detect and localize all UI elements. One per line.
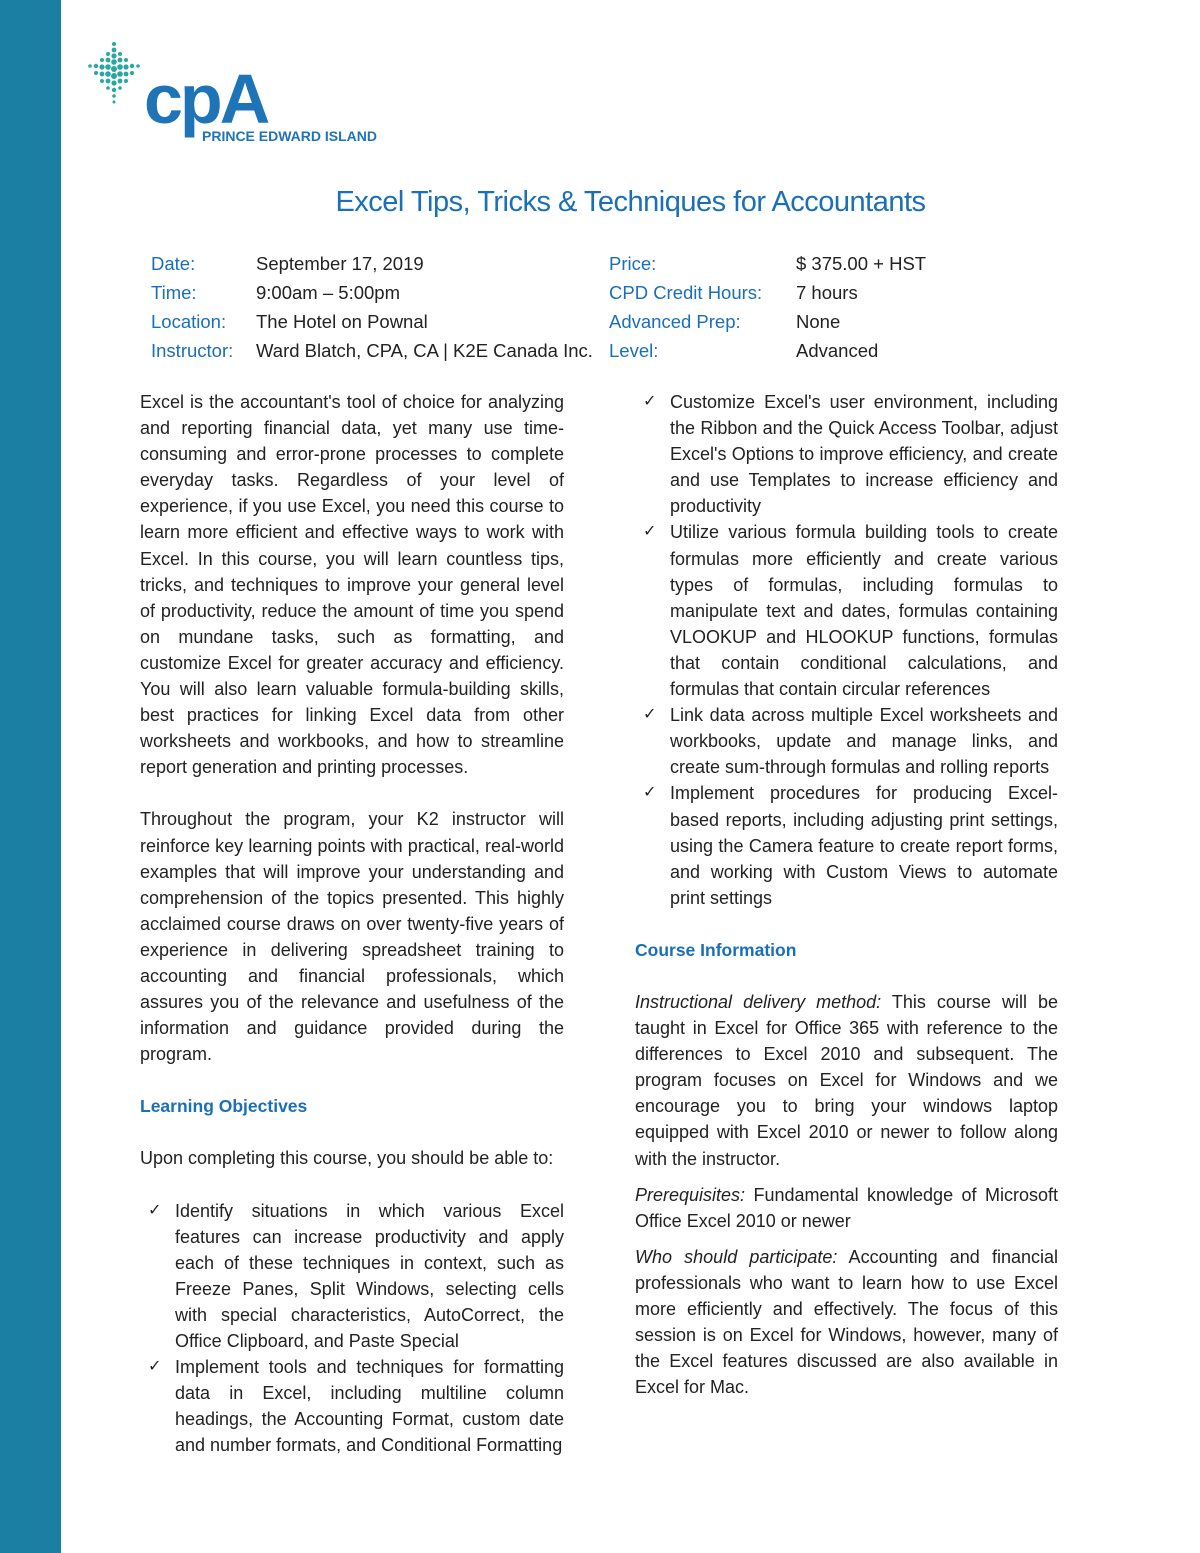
logo-subtitle: PRINCE EDWARD ISLAND	[202, 128, 378, 144]
detail-value: 7 hours	[796, 282, 858, 303]
detail-label: Instructor:	[151, 340, 234, 361]
check-icon: ✓	[643, 706, 657, 724]
objective-text: Link data across multiple Excel worksheets and workbooks, update and manage links, and create sum-through formulas and rolling reports	[670, 705, 1058, 778]
right-column	[635, 389, 1058, 1400]
learning-objectives-lead: Upon completing this course, you should be able to:	[140, 1148, 554, 1169]
page-title: Excel Tips, Tricks & Techniques for Accountants	[335, 186, 926, 218]
list-item	[140, 1198, 564, 1355]
detail-row-instructor	[151, 336, 593, 365]
detail-value: None	[796, 311, 841, 332]
detail-label: Time:	[151, 282, 197, 303]
detail-label: Date:	[151, 253, 196, 274]
list-item	[635, 780, 1058, 910]
detail-row-date	[151, 249, 593, 278]
objective-text: Utilize various formula building tools to create formulas more efficiently and create various types of formulas, including formulas to manipulate text and dates, formulas containing VLOOKUP and HLOOKUP functions, formulas that contain conditional calculations, and formulas that contain circular references	[670, 522, 1058, 700]
detail-label: Location:	[151, 311, 227, 332]
event-details-left	[151, 249, 593, 365]
list-item	[140, 1354, 564, 1458]
sidebar-band	[0, 0, 61, 1553]
left-column	[140, 389, 564, 1458]
objectives-list-continued	[635, 389, 1058, 911]
detail-value: September 17, 2019	[256, 253, 424, 274]
detail-value: $ 375.00 + HST	[796, 253, 927, 274]
course-information-heading: Course Information	[635, 939, 797, 960]
event-details-right	[609, 249, 926, 365]
check-icon: ✓	[148, 1358, 162, 1376]
detail-value: 9:00am – 5:00pm	[256, 282, 400, 303]
course-info-text: This course will be taught in Excel for Office 365 with reference to the differences to Excel 2010 and subsequent. The program focuses on Excel for Windows and we encourage you to bring your windows laptop equipped with Excel 2010 or newer to follow along with the instructor.	[635, 991, 1058, 1169]
maple-leaf-icon	[84, 40, 144, 110]
logo-wordmark: cpA	[144, 60, 268, 138]
course-info-delivery	[635, 989, 1058, 1172]
list-item	[635, 519, 1058, 702]
objective-text: Implement tools and techniques for formatting data in Excel, including multiline column headings, the Accounting Format, custom date and number formats, and Conditional Formatting	[175, 1357, 564, 1456]
objective-text: Customize Excel's user environment, including the Ribbon and the Quick Access Toolbar, adjust Excel's Options to improve efficiency, and create and use Templates to increase efficiency and productivity	[670, 392, 1058, 517]
check-icon: ✓	[643, 784, 657, 802]
detail-label: Advanced Prep:	[609, 311, 741, 332]
course-info-label: Prerequisites:	[635, 1184, 746, 1205]
check-icon: ✓	[643, 393, 657, 410]
check-icon: ✓	[148, 1201, 162, 1219]
detail-row-time	[151, 278, 593, 307]
objective-text: Implement procedures for producing Excel-based reports, including adjusting print settings, using the Camera feature to create report forms, and working with Custom Views to automate print settings	[670, 783, 1058, 908]
detail-row-level	[609, 336, 926, 365]
detail-row-cpd-hours	[609, 278, 926, 307]
detail-row-price	[609, 249, 926, 278]
objectives-list	[140, 1198, 564, 1459]
detail-value: The Hotel on Pownal	[256, 311, 428, 332]
detail-row-location	[151, 307, 593, 336]
check-icon: ✓	[643, 523, 657, 541]
course-info-text: Accounting and financial professionals who want to learn how to use Excel more efficiently and effectively. The focus of this session is on Excel for Windows, however, many of the Excel features discussed are also available in Excel for Mac.	[635, 1246, 1058, 1398]
intro-paragraph: Excel is the accountant's tool of choice for analyzing and reporting financial data, yet many use time-consuming and error-prone processes to complete everyday tasks. Regardless of your level of experience, if you use Excel, you need this course to learn more efficient and effective ways to work with Excel. In this course, you will learn countless tips, tricks, and techniques to improve your general level of productivity, reduce the amount of time you spend on mundane tasks, such as formatting, and customize Excel for greater accuracy and efficiency. You will also learn valuable formula-building skills, best practices for linking Excel data from other worksheets and workbooks, and how to streamline report generation and printing processes.	[140, 392, 564, 778]
course-info-label: Who should participate:	[635, 1246, 838, 1267]
detail-value: Ward Blatch, CPA, CA | K2E Canada Inc.	[256, 340, 593, 361]
course-info-audience	[635, 1244, 1058, 1401]
detail-row-advanced-prep	[609, 307, 926, 336]
intro-paragraph: Throughout the program, your K2 instructor will reinforce key learning points with practical, real-world examples that will improve your understanding and comprehension of the topics presented. This highly acclaimed course draws on over twenty-five years of experience in delivering spreadsheet training to accounting and financial professionals, which assures you of the relevance and usefulness of the information and guidance provided during the program.	[140, 809, 564, 1065]
list-item	[635, 702, 1058, 780]
course-info-label: Instructional delivery method:	[635, 991, 882, 1012]
course-info-text: Fundamental knowledge of Microsoft Office Excel 2010 or newer	[635, 1184, 1058, 1231]
detail-value: Advanced	[796, 340, 879, 361]
detail-label: Level:	[609, 340, 659, 361]
detail-label: Price:	[609, 253, 657, 274]
learning-objectives-heading: Learning Objectives	[140, 1096, 308, 1117]
objective-text: Identify situations in which various Excel features can increase productivity and apply each of these techniques in context, such as Freeze Panes, Split Windows, selecting cells with special characteristics, AutoCorrect, the Office Clipboard, and Paste Special	[175, 1200, 564, 1351]
cpa-logo	[84, 40, 394, 150]
course-info-prerequisites	[635, 1182, 1058, 1234]
detail-label: CPD Credit Hours:	[609, 282, 763, 303]
list-item	[635, 389, 1058, 519]
